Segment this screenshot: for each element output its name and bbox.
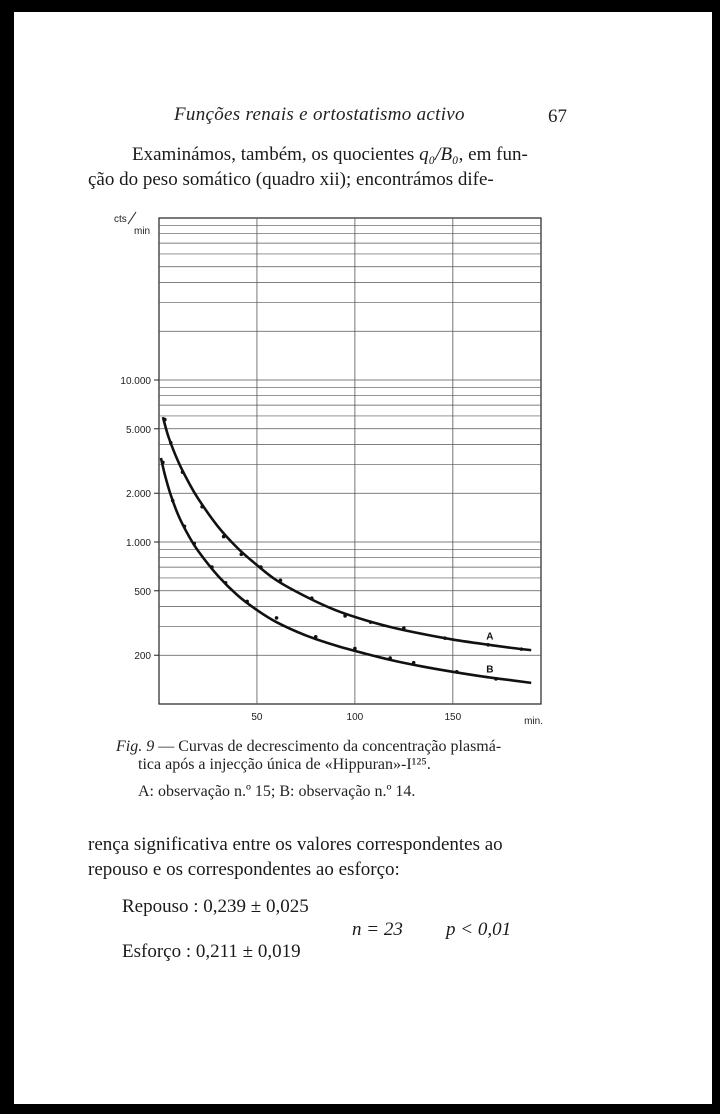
data-point-B (183, 525, 187, 529)
quotient-formula: q₀/B₀ (419, 144, 459, 165)
data-point-A (369, 620, 373, 624)
chart-grid (154, 218, 541, 704)
y-axis-label-top: cts (114, 214, 127, 225)
stat-repouso: Repouso : 0,239 ± 0,025 (122, 896, 309, 917)
x-tick-label: 50 (251, 712, 263, 723)
paragraph-1-line-1 (88, 142, 568, 167)
figure-legend: A: observação n.º 15; B: observação n.º 14. (138, 783, 416, 800)
paragraph-2 (88, 832, 568, 882)
figure-label: Fig. 9 (116, 738, 155, 755)
y-axis-label-slash (128, 212, 136, 224)
figure-caption (116, 738, 546, 774)
data-point-A (222, 535, 226, 539)
stat-n: n = 23 (352, 919, 403, 940)
page-number: 67 (548, 106, 567, 127)
y-tick-label: 200 (134, 651, 151, 663)
paragraph-2-line-1: rença significativa entre os valores correspondentes ao (88, 834, 503, 855)
data-point-B (388, 656, 392, 660)
data-point-A (343, 614, 347, 618)
paragraph-1 (88, 142, 568, 192)
data-point-A (310, 596, 314, 600)
paragraph-1-line-1-prefix: Examinámos, também, os quocientes (132, 144, 420, 165)
data-point-B (224, 581, 228, 585)
data-point-A (520, 647, 524, 651)
data-point-B (171, 499, 175, 503)
y-axis-label-bottom: min (134, 226, 151, 237)
data-point-A (169, 441, 173, 445)
chart-curves (161, 417, 531, 683)
data-point-A (239, 552, 243, 556)
running-header: Funções renais e ortostatismo activo (174, 104, 465, 125)
data-point-A (181, 470, 185, 474)
data-point-B (161, 461, 165, 465)
page (14, 12, 712, 1104)
data-point-A (486, 643, 490, 647)
stat-p: p < 0,01 (446, 919, 512, 940)
x-tick-label: 100 (346, 712, 364, 723)
y-tick-label: 500 (134, 586, 151, 598)
data-point-B (494, 677, 498, 681)
data-point-B (412, 661, 416, 665)
paragraph-2-line-2: repouso e os correspondentes ao esforço: (88, 859, 400, 880)
series-label-A: A (486, 631, 494, 643)
data-point-B (192, 542, 196, 546)
curve-B (161, 458, 531, 683)
data-point-B (314, 635, 318, 639)
data-point-A (402, 626, 406, 630)
chart-labels (114, 212, 543, 727)
data-point-A (259, 565, 263, 569)
paragraph-1-line-1-suffix: , em fun- (458, 144, 528, 165)
data-point-B (455, 670, 459, 674)
data-point-A (200, 505, 204, 509)
data-point-B (210, 565, 214, 569)
decay-chart (84, 198, 564, 727)
x-tick-label: 150 (444, 712, 462, 723)
y-tick-label: 1.000 (125, 538, 151, 549)
data-point-A (279, 579, 283, 583)
y-tick-label: 5.000 (125, 424, 151, 436)
data-point-B (275, 616, 279, 620)
series-label-B: B (486, 664, 494, 676)
y-tick-label: 10.000 (120, 376, 151, 387)
data-point-B (245, 600, 249, 604)
caption-line-2: tica após a injecção única de «Hippuran»-I¹²⁵. (138, 756, 431, 773)
curve-A (163, 417, 531, 650)
plot-frame (159, 218, 541, 704)
paragraph-1-line-2: ção do peso somático (quadro xii); encontrámos dife- (88, 169, 494, 190)
data-point-A (443, 636, 447, 640)
data-point-B (353, 647, 357, 651)
y-tick-label: 2.000 (125, 489, 151, 501)
stat-esforco: Esforço : 0,211 ± 0,019 (122, 941, 301, 962)
caption-line-1: — Curvas de decrescimento da concentração plasmá- (154, 738, 502, 755)
x-axis-label: min. (524, 716, 543, 727)
data-point-A (163, 418, 167, 422)
